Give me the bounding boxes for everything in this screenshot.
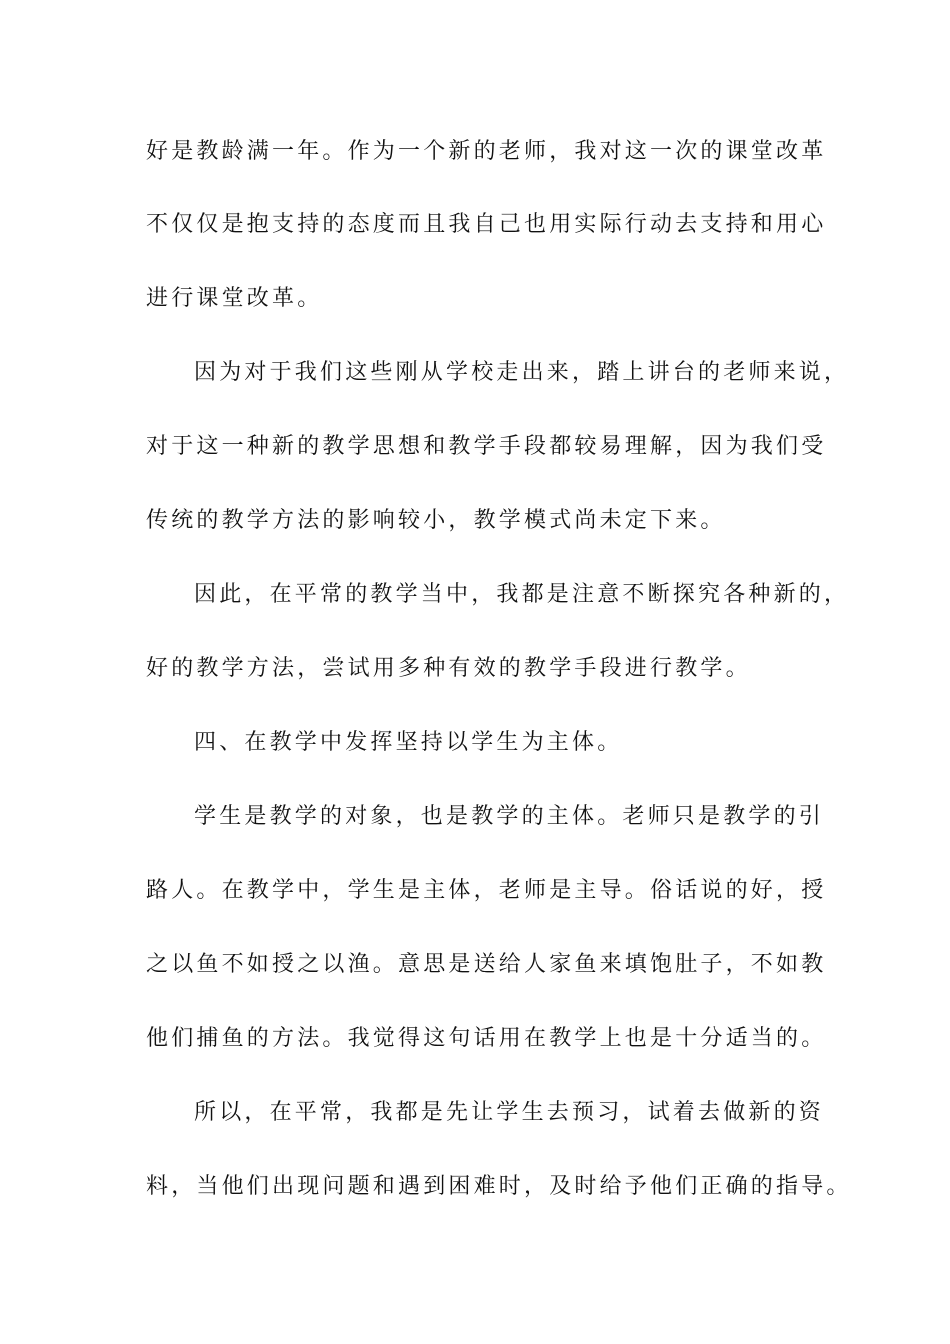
text-line: 所以，在平常，我都是先让学生去预习，试着去做新的资	[194, 1100, 825, 1125]
text-line: 因为对于我们这些刚从学校走出来，踏上讲台的老师来说，	[194, 360, 850, 385]
text-line: 料，当他们出现问题和遇到困难时，及时给予他们正确的指导。	[146, 1174, 852, 1199]
text-line: 进行课堂改革。	[146, 286, 323, 311]
text-line: 路人。在教学中，学生是主体，老师是主导。俗话说的好，授	[146, 878, 827, 903]
text-line: 不仅仅是抱支持的态度而且我自己也用实际行动去支持和用心	[146, 212, 827, 237]
text-line: 好是教龄满一年。作为一个新的老师，我对这一次的课堂改革	[146, 139, 827, 164]
text-line: 因此，在平常的教学当中，我都是注意不断探究各种新的，	[194, 582, 850, 607]
text-line: 对于这一种新的教学思想和教学手段都较易理解，因为我们受	[146, 434, 827, 459]
text-line: 好的教学方法，尝试用多种有效的教学手段进行教学。	[146, 656, 751, 681]
text-line: 之以鱼不如授之以渔。意思是送给人家鱼来填饱肚子，不如教	[146, 952, 827, 977]
text-line: 传统的教学方法的影响较小，教学模式尚未定下来。	[146, 508, 726, 533]
text-line: 学生是教学的对象，也是教学的主体。老师只是教学的引	[194, 804, 825, 829]
text-line: 他们捕鱼的方法。我觉得这句话用在教学上也是十分适当的。	[146, 1026, 827, 1051]
section-heading: 四、在教学中发挥坚持以学生为主体。	[194, 730, 623, 755]
